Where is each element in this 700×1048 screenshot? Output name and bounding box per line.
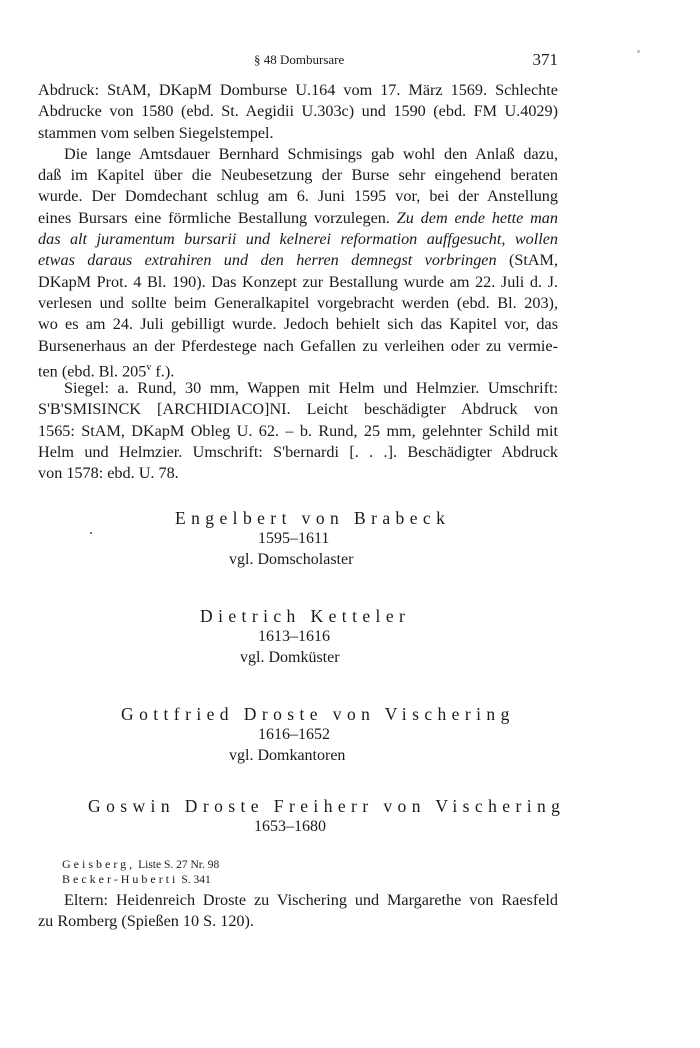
entry-reference: vgl. Domkantoren xyxy=(229,747,346,764)
literature-detail: S. 341 xyxy=(181,874,211,886)
entry-years: 1616–1652 xyxy=(258,726,330,743)
quotation-text: Zu dem ende hette man xyxy=(396,208,558,227)
verso-superscript: v xyxy=(146,361,152,373)
text-line: DKapM Prot. 4 Bl. 190). Das Konzept zur Bestallung wurde am 22. Juli d. J. xyxy=(38,272,558,291)
text-line xyxy=(38,208,558,229)
text-line xyxy=(38,250,558,271)
entry-reference: vgl. Domscholaster xyxy=(229,551,354,568)
text-line: 1565: StAM, DKapM Obleg U. 62. – b. Rund, 25 mm, gelehnter Schild mit xyxy=(38,421,558,440)
text-line: Abdruck: StAM, DKapM Domburse U.164 vom 17. März 1569. Schlechte xyxy=(38,81,558,99)
line-part: ten (ebd. Bl. 205 xyxy=(38,362,147,381)
text-line: Die lange Amtsdauer Bernhard Schmisings gab wohl den Anlaß dazu, xyxy=(64,144,558,163)
line-part: f.). xyxy=(151,362,175,381)
body-text xyxy=(38,80,558,485)
entry-name: Dietrich Ketteler xyxy=(200,606,411,626)
literature-detail: Liste S. 27 Nr. 98 xyxy=(138,859,220,871)
stray-mark xyxy=(90,532,92,534)
text-line: wurde. Der Domdechant schlug am 6. Juni 1595 vor, bei der Anstellung xyxy=(38,187,558,206)
margin-speck xyxy=(637,50,640,53)
text-line xyxy=(38,357,558,381)
text-line: Bursenerhaus an der Pferdestege nach Gefallen zu verleihen oder zu vermie- xyxy=(38,336,558,355)
entry-name: Gottfried Droste von Vischering xyxy=(121,704,515,724)
line-part: (StAM, xyxy=(508,251,558,270)
quotation-text: das alt juramentum bursarii und kelnerei reformation auffgesucht, wollen xyxy=(38,230,558,249)
entry-name: Goswin Droste Freiherr von Vischering xyxy=(88,796,566,816)
page-number: 371 xyxy=(532,50,558,69)
text-line xyxy=(38,229,558,250)
entry-years: 1653–1680 xyxy=(254,818,326,835)
entry-years: 1613–1616 xyxy=(258,628,330,645)
text-line: von 1578: ebd. U. 78. xyxy=(38,464,179,483)
literature-author: Becker-Huberti xyxy=(62,872,179,886)
text-line: zu Romberg (Spießen 10 S. 120). xyxy=(38,912,254,931)
parents-paragraph xyxy=(38,890,558,933)
text-line: daß im Kapitel über die Neubesetzung der Burse sehr eingehend beraten xyxy=(38,166,558,185)
literature-ref xyxy=(62,872,211,887)
text-line: Abdrucke von 1580 (ebd. St. Aegidii U.303c) und 1590 (ebd. FM U.4029) xyxy=(38,102,558,121)
literature-ref xyxy=(62,857,219,872)
literature-author: Geisberg, xyxy=(62,857,136,871)
text-line: Eltern: Heidenreich Droste zu Vischering und Margarethe von Raesfeld xyxy=(64,891,558,909)
entry-reference: vgl. Domküster xyxy=(240,649,340,666)
text-line: S'B'SMISINCK [ARCHIDIACO]NI. Leicht beschädigter Abdruck von xyxy=(38,400,558,419)
entry-years: 1595–1611 xyxy=(258,530,330,547)
line-part: eines Bursars eine förmliche Bestallung vorzulegen. xyxy=(38,208,390,227)
text-line: verlesen und sollte beim Generalkapitel vorgebracht werden (ebd. Bl. 203), xyxy=(38,293,558,312)
quotation-text: etwas daraus extrahiren und den herren demnegst vorbringen xyxy=(38,251,497,270)
text-line: Helm und Helmzier. Umschrift: S'bernardi [. . .]. Beschädigter Abdruck xyxy=(38,443,558,462)
entry-name: Engelbert von Brabeck xyxy=(175,508,451,528)
running-title: § 48 Dombursare xyxy=(254,52,345,67)
text-line: Siegel: a. Rund, 30 mm, Wappen mit Helm und Helmzier. Umschrift: xyxy=(64,379,558,398)
text-line: wo es am 24. Juli gebilligt wurde. Jedoch behielt sich das Kapitel vor, das xyxy=(38,315,558,334)
text-line: stammen vom selben Siegelstempel. xyxy=(38,123,274,142)
